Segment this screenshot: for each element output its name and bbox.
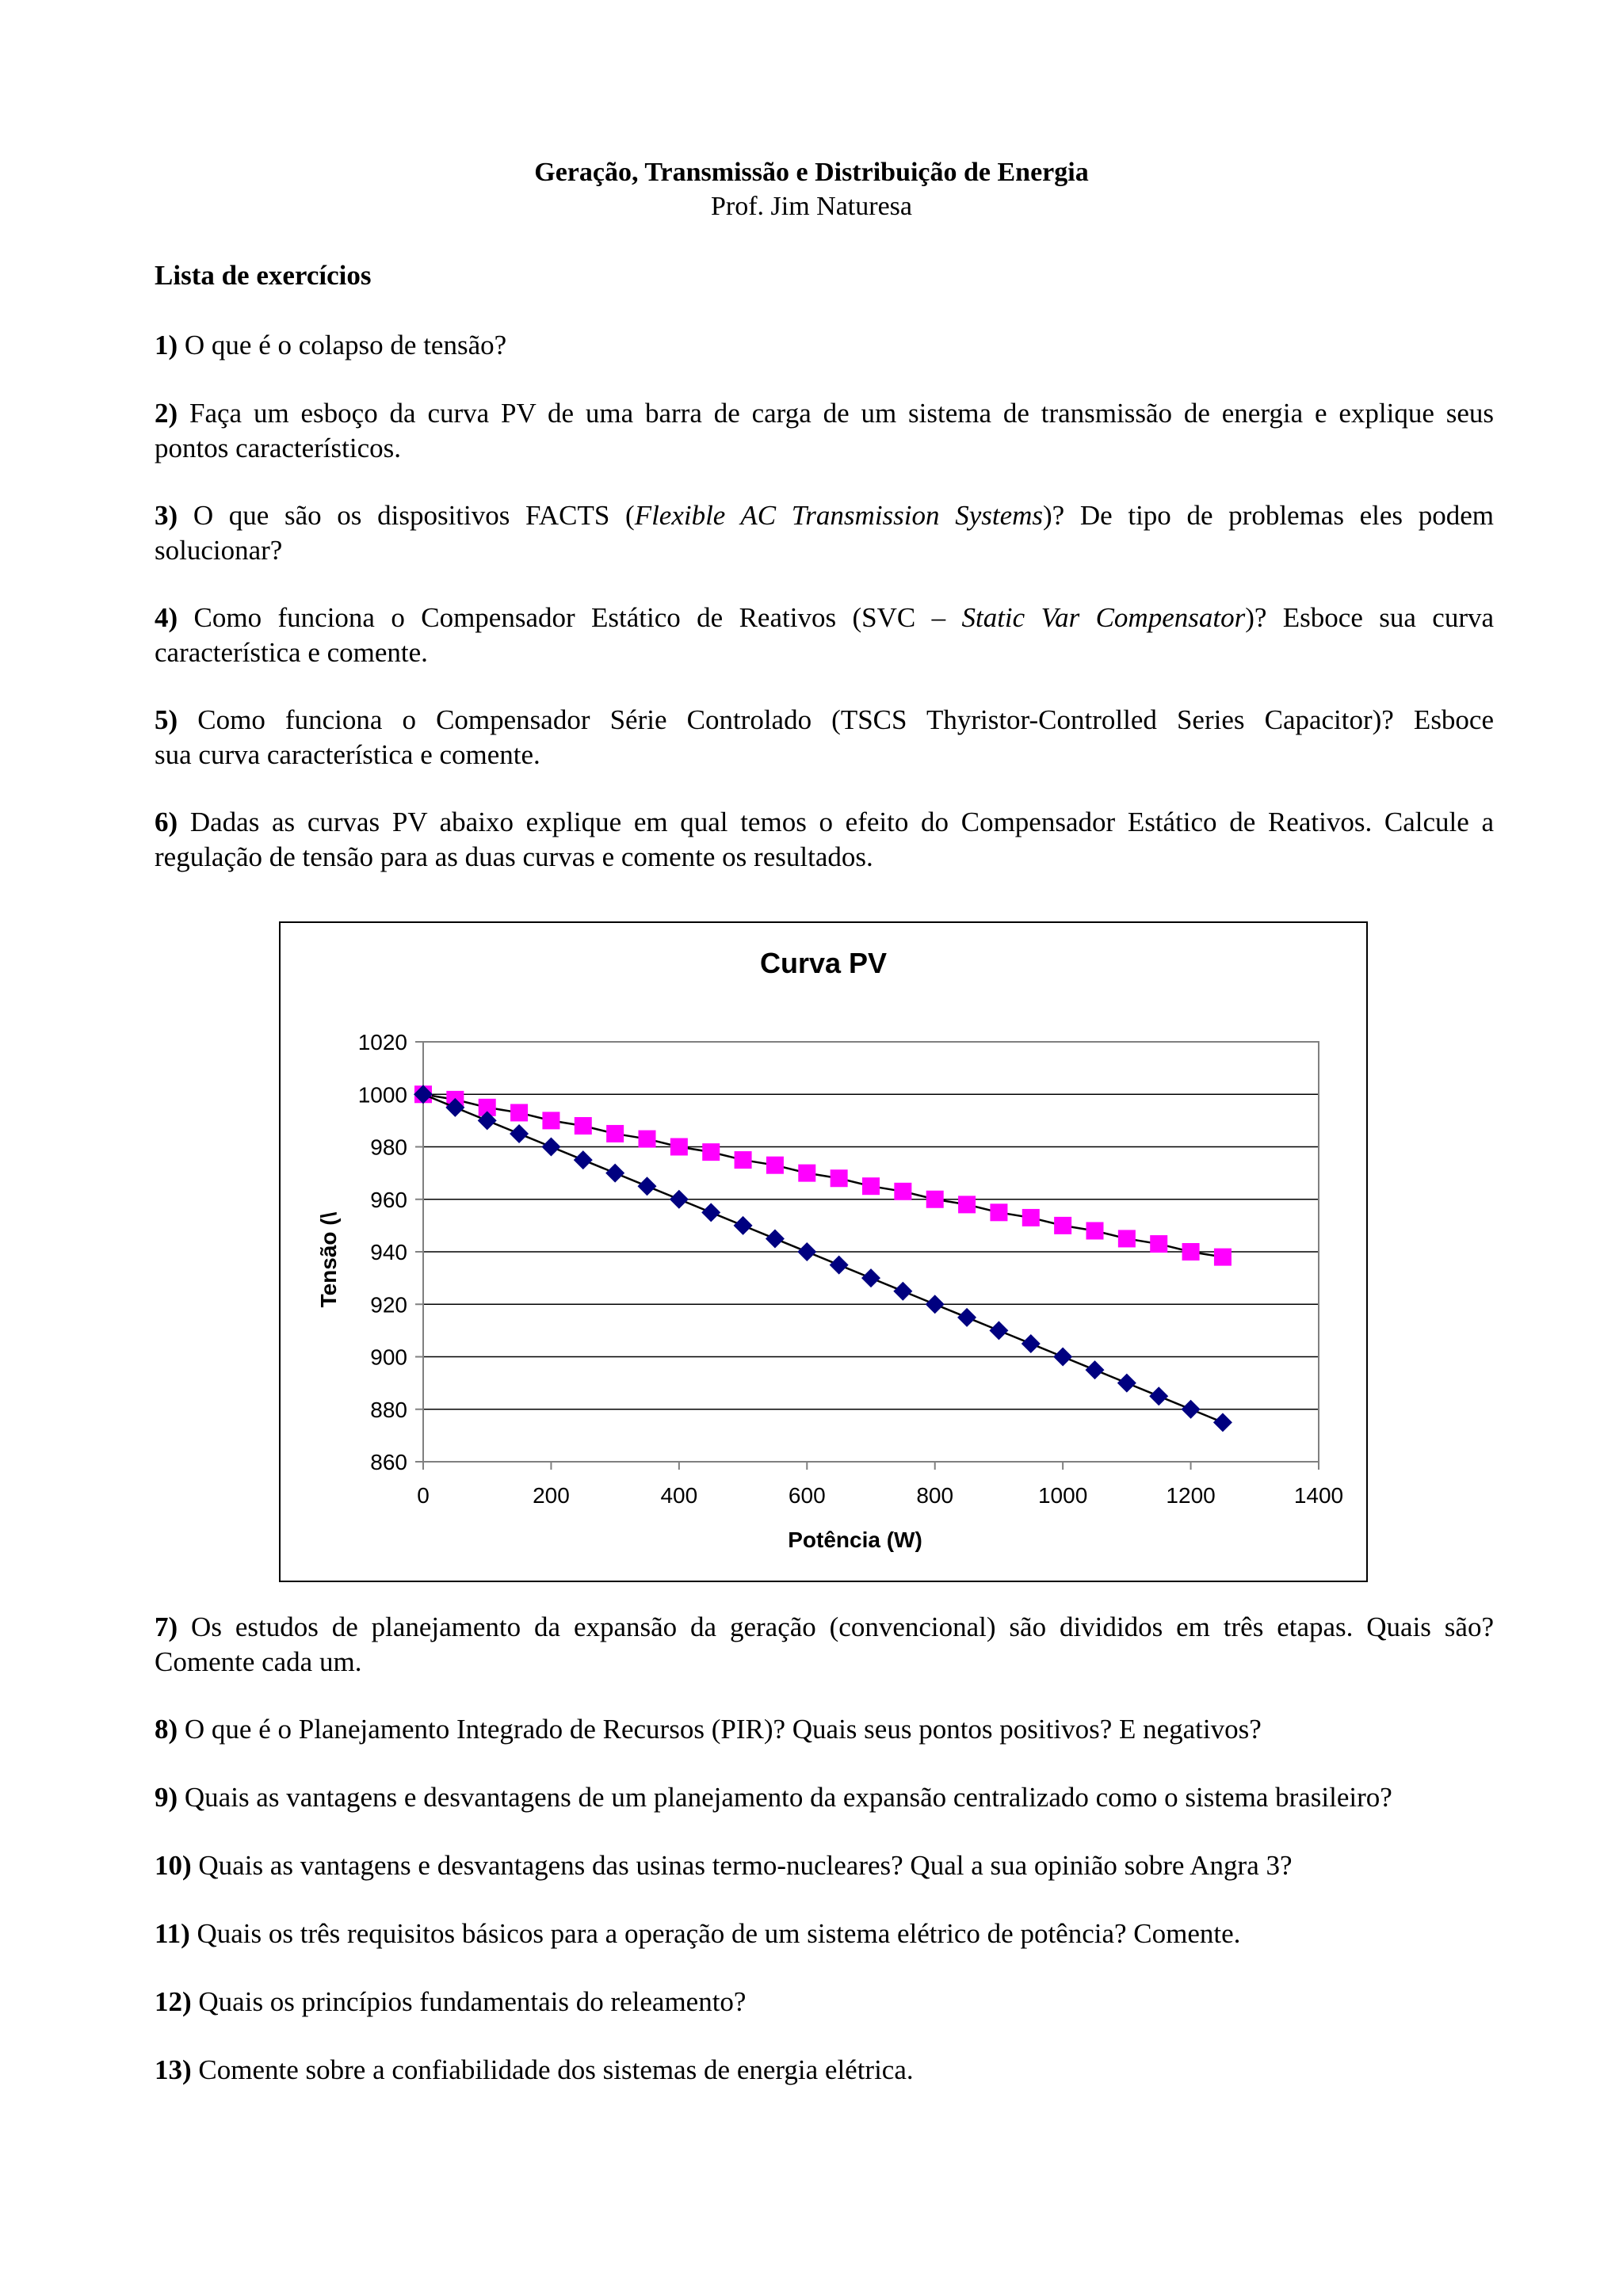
question-4: 4) Como funciona o Compensador Estático de Reativos (SVC – Static Var Compensator)? Esboce sua curva característica e comente. (155, 602, 1495, 668)
list-title: Lista de exercícios (155, 260, 372, 291)
series-diamonds (414, 1085, 1232, 1432)
y-tick-label: 980 (370, 1135, 407, 1160)
question-12: 12) Quais os princípios fundamentais do releamento? (155, 1986, 747, 2017)
square-marker (926, 1191, 944, 1208)
square-marker (702, 1143, 720, 1161)
square-marker (990, 1203, 1007, 1221)
chart-title: Curva PV (759, 947, 888, 979)
y-tick-label: 1000 (357, 1082, 407, 1108)
square-marker (1214, 1249, 1232, 1266)
diamond-marker (670, 1190, 689, 1209)
diamond-marker (638, 1177, 657, 1196)
question-8: 8) O que é o Planejamento Integrado de Recursos (PIR)? Quais seus pontos positivos? E negativos? (155, 1714, 1262, 1745)
x-tick-label: 1000 (1037, 1483, 1088, 1508)
document-subtitle: Prof. Jim Naturesa (710, 192, 912, 221)
question-3: 3) O que são os dispositivos FACTS (Flexible AC Transmission Systems)? De tipo de problemas eles podem solucionar? (155, 500, 1494, 566)
y-tick-label: 900 (370, 1344, 407, 1370)
x-tick-label: 400 (660, 1483, 698, 1508)
question-1: 1) O que é o colapso de tensão? (155, 330, 507, 360)
diamond-marker (1053, 1348, 1072, 1367)
y-axis-label: Tensão (\ (316, 1211, 341, 1308)
diamond-marker (510, 1124, 529, 1143)
square-marker (1086, 1222, 1104, 1240)
square-marker (575, 1117, 592, 1135)
series-line (423, 1094, 1223, 1422)
question-7: 7) Os estudos de planejamento da expansão da geração (convencional) são divididos em três etapas. Quais são? Comente cada um. (155, 1611, 1494, 1677)
square-marker (1054, 1217, 1071, 1234)
document-title: Geração, Transmissão e Distribuição de Energia (534, 158, 1089, 187)
diamond-marker (797, 1242, 816, 1261)
y-tick-label: 1020 (357, 1030, 407, 1055)
square-marker (958, 1196, 976, 1213)
chart-frame (279, 921, 1368, 1582)
diamond-marker (861, 1268, 880, 1287)
diamond-marker (1213, 1413, 1232, 1432)
y-tick-label: 880 (370, 1397, 407, 1422)
square-marker (1118, 1230, 1136, 1247)
question-5: 5) Como funciona o Compensador Série Controlado (TSCS Thyristor-Controlled Series Capacitor)? Esboce sua curva característica e comente. (155, 704, 1495, 770)
square-marker (735, 1151, 752, 1169)
question-11: 11) Quais os três requisitos básicos para a operação de um sistema elétrico de potência? Comente. (155, 1918, 1241, 1949)
diamond-marker (701, 1203, 720, 1222)
question-6: 6) Dadas as curvas PV abaixo explique em qual temos o efeito do Compensador Estático de Reativos. Calcule a regulação de tensão para as duas curvas e comente os resultados. (155, 807, 1494, 872)
y-tick-label: 940 (370, 1240, 407, 1264)
diamond-marker (830, 1256, 849, 1275)
diamond-marker (574, 1150, 593, 1169)
diamond-marker (926, 1295, 945, 1314)
diamond-marker (766, 1229, 785, 1248)
square-marker (510, 1104, 528, 1121)
square-marker (670, 1138, 688, 1156)
chart-grid (423, 1042, 1319, 1409)
question-13: 13) Comente sobre a confiabilidade dos sistemas de energia elétrica. (155, 2054, 914, 2085)
question-9: 9) Quais as vantagens e desvantagens de um planejamento da expansão centralizado como o sistema brasileiro? (155, 1782, 1392, 1813)
square-marker (862, 1177, 880, 1195)
diamond-marker (1086, 1360, 1105, 1379)
pv-chart (281, 923, 1366, 1581)
question-10: 10) Quais as vantagens e desvantagens das usinas termo-nucleares? Qual a sua opinião sobre Angra 3? (155, 1850, 1293, 1881)
y-tick-label: 960 (370, 1187, 407, 1212)
square-marker (1022, 1209, 1040, 1226)
diamond-marker (957, 1308, 976, 1327)
x-tick-label: 1400 (1293, 1483, 1344, 1508)
square-marker (766, 1157, 784, 1174)
square-marker (606, 1125, 624, 1142)
diamond-marker (893, 1282, 912, 1301)
x-tick-label: 0 (417, 1483, 430, 1508)
square-marker (542, 1112, 559, 1129)
square-marker (1150, 1235, 1167, 1253)
y-tick-label: 860 (370, 1450, 407, 1474)
square-marker (831, 1169, 848, 1187)
x-tick-label: 600 (788, 1483, 826, 1508)
square-marker (639, 1131, 656, 1148)
diamond-marker (1117, 1374, 1136, 1393)
diamond-marker (1022, 1334, 1041, 1353)
diamond-marker (734, 1216, 753, 1235)
square-marker (798, 1165, 815, 1182)
series-squares (414, 1085, 1232, 1265)
x-tick-label: 800 (916, 1483, 954, 1508)
x-tick-label: 1200 (1166, 1483, 1216, 1508)
x-tick-label: 200 (533, 1483, 570, 1508)
diamond-marker (989, 1321, 1008, 1340)
x-axis-label: Potência (W) (788, 1527, 922, 1552)
question-2: 2) Faça um esboço da curva PV de uma barra de carga de um sistema de transmissão de energia e explique seus pontos característicos. (155, 398, 1495, 463)
diamond-marker (1149, 1386, 1168, 1405)
chart-series (414, 1085, 1232, 1432)
y-tick-label: 920 (370, 1292, 407, 1318)
diamond-marker (605, 1164, 624, 1183)
diamond-marker (541, 1138, 560, 1157)
square-marker (1182, 1243, 1200, 1261)
square-marker (894, 1183, 911, 1200)
diamond-marker (1182, 1400, 1201, 1419)
